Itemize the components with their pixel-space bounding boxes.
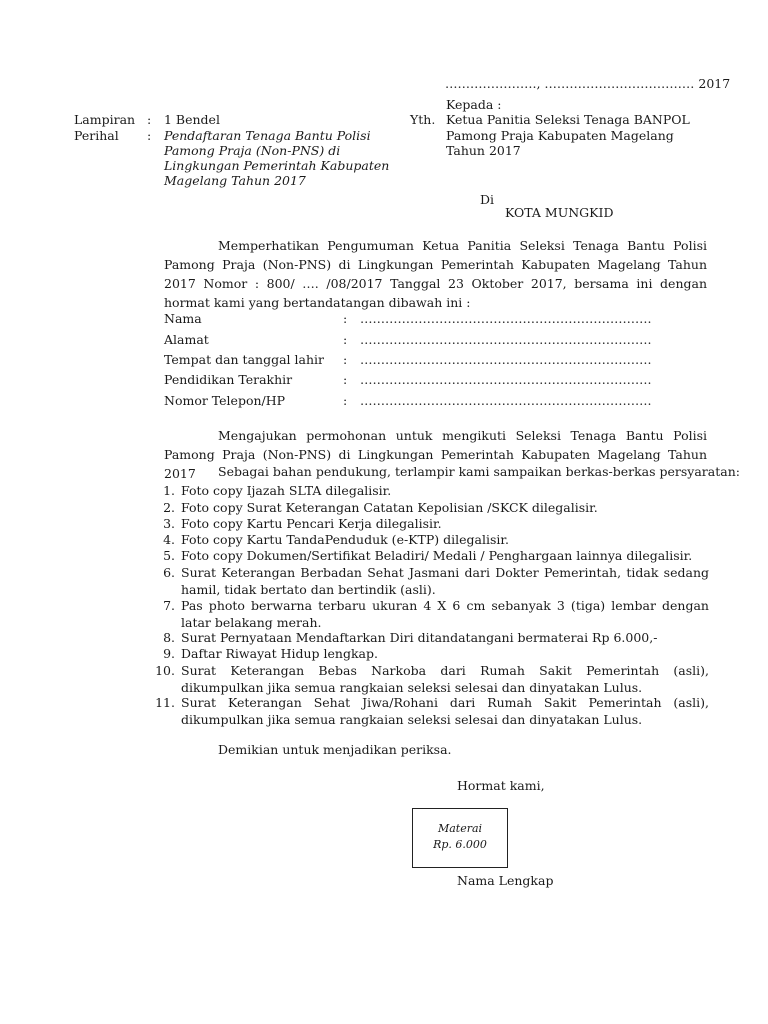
recipient-city: KOTA MUNGKID bbox=[505, 205, 614, 220]
signature-name: Nama Lengkap bbox=[457, 873, 554, 888]
list-item-number: 10. bbox=[155, 663, 175, 678]
kepada-label: Kepada : bbox=[446, 97, 502, 112]
identity-value: ……………………………………………………………. bbox=[360, 332, 652, 347]
attachment-label: Lampiran bbox=[74, 112, 136, 127]
list-item-text: Surat Keterangan Berbadan Sehat Jasmani dari Dokter Pemerintah, tidak sedang hamil, tidak bertato dan bertindik (asli). bbox=[181, 565, 709, 597]
identity-value: ……………………………………………………………. bbox=[360, 311, 652, 326]
subject-label: Perihal bbox=[74, 128, 119, 143]
recipient-line: Pamong Praja Kabupaten Magelang bbox=[446, 128, 674, 143]
list-item-text: Surat Pernyataan Mendaftarkan Diri ditandatangani bermaterai Rp 6.000,- bbox=[181, 630, 658, 645]
list-item-text: Foto copy Dokumen/Sertifikat Beladiri/ Medali / Penghargaan lainnya dilegalisir. bbox=[181, 548, 693, 563]
subject-line: Magelang Tahun 2017 bbox=[164, 173, 306, 188]
subject-colon: : bbox=[147, 128, 152, 143]
recipient-di: Di bbox=[480, 192, 495, 207]
identity-row bbox=[0, 332, 768, 350]
list-item-text: Foto copy Ijazah SLTA dilegalisir. bbox=[181, 483, 392, 498]
list-item-text: Daftar Riwayat Hidup lengkap. bbox=[181, 646, 378, 661]
list-item-number: 1. bbox=[163, 483, 175, 498]
stamp-box bbox=[412, 808, 508, 868]
list-item-number: 9. bbox=[163, 646, 175, 661]
identity-label: Pendidikan Terakhir bbox=[164, 372, 293, 387]
list-item-number: 3. bbox=[163, 516, 175, 531]
attachment-colon: : bbox=[147, 112, 152, 127]
list-item-number: 7. bbox=[163, 598, 175, 613]
list-item-text: Surat Keterangan Sehat Jiwa/Rohani dari Rumah Sakit Pemerintah (asli), dikumpulkan jika semua rangkaian seleksi selesai dan dinyatakan Lulus. bbox=[181, 695, 709, 727]
identity-colon: : bbox=[343, 332, 348, 347]
identity-colon: : bbox=[343, 352, 348, 367]
list-item-text: Foto copy Kartu TandaPenduduk (e-KTP) dilegalisir. bbox=[181, 532, 509, 547]
identity-label: Alamat bbox=[164, 332, 209, 347]
subject-line: Pendaftaran Tenaga Bantu Polisi bbox=[164, 128, 371, 143]
subject-line: Lingkungan Pemerintah Kabupaten bbox=[164, 158, 390, 173]
opening-paragraph: Memperhatikan Pengumuman Ketua Panitia Seleksi Tenaga Bantu Polisi Pamong Praja (Non-PNS) di Lingkungan Pemerintah Kabupaten Magelang Tahun 2017 Nomor : 800/ …. /08/2017 Tanggal 23 Oktober 2017, bersama ini dengan hormat kami yang bertandatangan dibawah ini : bbox=[164, 238, 707, 310]
list-item-text: Foto copy Surat Keterangan Catatan Kepolisian /SKCK dilegalisir. bbox=[181, 500, 598, 515]
subject-line: Pamong Praja (Non-PNS) di bbox=[164, 143, 341, 158]
list-item-number: 2. bbox=[163, 500, 175, 515]
identity-colon: : bbox=[343, 393, 348, 408]
yth-label: Yth. bbox=[410, 112, 436, 127]
identity-label: Tempat dan tanggal lahir bbox=[164, 352, 324, 367]
identity-value: ……………………………………………………………. bbox=[360, 352, 652, 367]
list-item-number: 11. bbox=[155, 695, 175, 710]
recipient-line: Tahun 2017 bbox=[446, 143, 521, 158]
identity-row bbox=[0, 393, 768, 411]
identity-row bbox=[0, 372, 768, 390]
identity-label: Nomor Telepon/HP bbox=[164, 393, 286, 408]
list-item-number: 5. bbox=[163, 548, 175, 563]
identity-colon: : bbox=[343, 311, 348, 326]
identity-row bbox=[0, 352, 768, 370]
identity-colon: : bbox=[343, 372, 348, 387]
identity-value: ……………………………………………………………. bbox=[360, 393, 652, 408]
list-item-number: 6. bbox=[163, 565, 175, 580]
identity-row bbox=[0, 311, 768, 329]
closing-line: Demikian untuk menjadikan periksa. bbox=[218, 742, 452, 757]
list-item-text: Pas photo berwarna terbaru ukuran 4 X 6 cm sebanyak 3 (tiga) lembar dengan latar belakang merah. bbox=[181, 598, 709, 630]
request-paragraph: Mengajukan permohonan untuk mengikuti Seleksi Tenaga Bantu Polisi Pamong Praja (Non-PNS) di Lingkungan Pemerintah Kabupaten Magelang Tahun 2017 bbox=[164, 428, 707, 481]
list-item-number: 8. bbox=[163, 630, 175, 645]
date-line: …………………., ……………………………… 2017 bbox=[445, 76, 731, 91]
attachments-intro: Sebagai bahan pendukung, terlampir kami sampaikan berkas-berkas persyaratan: bbox=[218, 464, 740, 479]
identity-label: Nama bbox=[164, 311, 202, 326]
list-item-text: Foto copy Kartu Pencari Kerja dilegalisir. bbox=[181, 516, 442, 531]
list-item-text: Surat Keterangan Bebas Narkoba dari Rumah Sakit Pemerintah (asli), dikumpulkan jika semua rangkaian seleksi selesai dan dinyatakan Lulus. bbox=[181, 663, 709, 695]
recipient-line: Ketua Panitia Seleksi Tenaga BANPOL bbox=[446, 112, 690, 127]
stamp-line: Materai bbox=[437, 822, 483, 835]
regards-line: Hormat kami, bbox=[457, 778, 545, 793]
list-item-number: 4. bbox=[163, 532, 175, 547]
stamp-line: Rp. 6.000 bbox=[433, 838, 487, 851]
identity-value: ……………………………………………………………. bbox=[360, 372, 652, 387]
attachment-value: 1 Bendel bbox=[164, 112, 220, 127]
